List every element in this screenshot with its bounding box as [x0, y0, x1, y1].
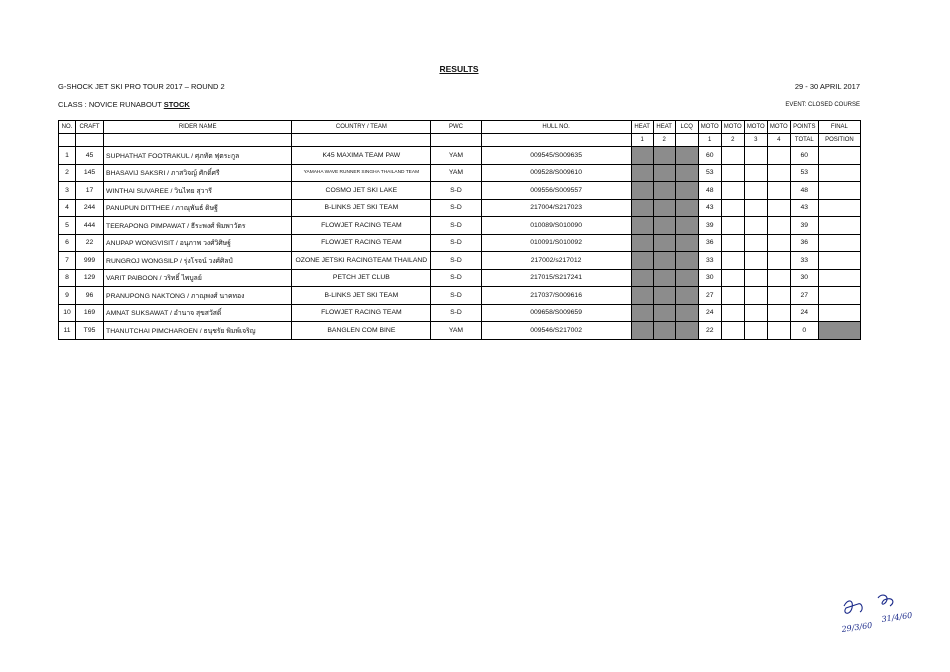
cell-moto-4	[767, 164, 790, 182]
sub-craft	[76, 134, 104, 147]
sub-moto-1: 1	[698, 134, 721, 147]
cell-pwc: S-D	[431, 234, 481, 252]
results-table	[58, 120, 861, 340]
col-heat-1: HEAT	[631, 121, 653, 134]
event-type: EVENT: CLOSED COURSE	[785, 102, 860, 108]
cell-moto-4	[767, 269, 790, 287]
cell-total: 60	[790, 147, 818, 165]
col-moto-4: MOTO	[767, 121, 790, 134]
cell-lcq	[675, 182, 698, 200]
cell-no: 11	[59, 322, 76, 340]
cell-craft: 999	[76, 252, 104, 270]
col-moto-3: MOTO	[744, 121, 767, 134]
cell-moto-3	[744, 182, 767, 200]
cell-moto-3	[744, 269, 767, 287]
cell-no: 9	[59, 287, 76, 305]
cell-pwc: S-D	[431, 269, 481, 287]
cell-pwc: YAM	[431, 322, 481, 340]
col-country: COUNTRY / TEAM	[292, 121, 431, 134]
table-row	[59, 287, 861, 305]
cell-position	[818, 322, 860, 340]
cell-no: 1	[59, 147, 76, 165]
cell-moto-3	[744, 252, 767, 270]
header-row	[59, 121, 861, 134]
table-row	[59, 164, 861, 182]
cell-hull: 009556/S009557	[481, 182, 631, 200]
cell-no: 4	[59, 199, 76, 217]
cell-heat-2	[653, 252, 675, 270]
cell-total: 24	[790, 304, 818, 322]
cell-rider: SUPHATHAT FOOTRAKUL / ศุภทัต ฟุตระกูล	[104, 147, 292, 165]
cell-team: BANGLEN COM BINE	[292, 322, 431, 340]
cell-position	[818, 287, 860, 305]
cell-hull: 009545/S009635	[481, 147, 631, 165]
cell-team: B-LINKS JET SKI TEAM	[292, 287, 431, 305]
table-row	[59, 269, 861, 287]
cell-moto-2	[721, 287, 744, 305]
cell-craft: 145	[76, 164, 104, 182]
cell-lcq	[675, 304, 698, 322]
col-no: NO.	[59, 121, 76, 134]
signature	[836, 592, 916, 640]
class-label	[58, 100, 190, 109]
cell-moto-1: 33	[698, 252, 721, 270]
col-moto-1: MOTO	[698, 121, 721, 134]
cell-lcq	[675, 269, 698, 287]
cell-moto-4	[767, 234, 790, 252]
cell-lcq	[675, 164, 698, 182]
cell-moto-2	[721, 182, 744, 200]
cell-moto-1: 48	[698, 182, 721, 200]
cell-moto-2	[721, 252, 744, 270]
cell-position	[818, 217, 860, 235]
col-hull: HULL NO.	[481, 121, 631, 134]
cell-position	[818, 269, 860, 287]
cell-heat-1	[631, 304, 653, 322]
sub-no	[59, 134, 76, 147]
signature-date-right: 31/4/60	[881, 610, 913, 624]
cell-total: 53	[790, 164, 818, 182]
cell-total: 33	[790, 252, 818, 270]
cell-craft: 444	[76, 217, 104, 235]
cell-heat-2	[653, 304, 675, 322]
cell-moto-1: 27	[698, 287, 721, 305]
sub-moto-3: 3	[744, 134, 767, 147]
results-body	[59, 147, 861, 340]
sub-heat-2: 2	[653, 134, 675, 147]
cell-position	[818, 182, 860, 200]
cell-heat-1	[631, 234, 653, 252]
table-row	[59, 252, 861, 270]
results-title: RESULTS	[439, 64, 479, 74]
cell-craft: 17	[76, 182, 104, 200]
sub-moto-2: 2	[721, 134, 744, 147]
cell-pwc: S-D	[431, 287, 481, 305]
cell-team: PETCH JET CLUB	[292, 269, 431, 287]
cell-total: 27	[790, 287, 818, 305]
cell-moto-3	[744, 234, 767, 252]
cell-moto-1: 39	[698, 217, 721, 235]
cell-hull: 217004/S217023	[481, 199, 631, 217]
col-moto-2: MOTO	[721, 121, 744, 134]
sub-heat-1: 1	[631, 134, 653, 147]
cell-moto-2	[721, 199, 744, 217]
cell-moto-3	[744, 217, 767, 235]
cell-pwc: YAM	[431, 147, 481, 165]
cell-heat-1	[631, 322, 653, 340]
col-pwc: PWC	[431, 121, 481, 134]
cell-team: FLOWJET RACING TEAM	[292, 304, 431, 322]
cell-heat-2	[653, 217, 675, 235]
table-row	[59, 199, 861, 217]
cell-pwc: S-D	[431, 252, 481, 270]
cell-moto-2	[721, 164, 744, 182]
cell-team: FLOWJET RACING TEAM	[292, 234, 431, 252]
class-name: STOCK	[163, 100, 190, 109]
cell-moto-4	[767, 287, 790, 305]
cell-no: 7	[59, 252, 76, 270]
cell-lcq	[675, 217, 698, 235]
cell-position	[818, 252, 860, 270]
signature-date-left: 29/3/60	[841, 620, 873, 634]
cell-rider: ANUPAP WONGVISIT / อนุภาพ วงศ์วิศิษฐ์	[104, 234, 292, 252]
cell-craft: T95	[76, 322, 104, 340]
cell-pwc: S-D	[431, 217, 481, 235]
col-points: POINTS	[790, 121, 818, 134]
cell-craft: 45	[76, 147, 104, 165]
event-name: G-SHOCK JET SKI PRO TOUR 2017 – ROUND 2	[58, 82, 225, 91]
sub-total: TOTAL	[790, 134, 818, 147]
cell-pwc: S-D	[431, 182, 481, 200]
cell-lcq	[675, 287, 698, 305]
cell-moto-2	[721, 322, 744, 340]
cell-moto-4	[767, 322, 790, 340]
cell-craft: 96	[76, 287, 104, 305]
cell-moto-1: 60	[698, 147, 721, 165]
cell-moto-3	[744, 164, 767, 182]
cell-moto-4	[767, 199, 790, 217]
cell-position	[818, 147, 860, 165]
cell-lcq	[675, 322, 698, 340]
sub-country	[292, 134, 431, 147]
cell-moto-2	[721, 217, 744, 235]
cell-no: 3	[59, 182, 76, 200]
cell-heat-1	[631, 182, 653, 200]
sub-position: POSITION	[818, 134, 860, 147]
cell-position	[818, 304, 860, 322]
cell-heat-2	[653, 199, 675, 217]
cell-hull: 010089/S010090	[481, 217, 631, 235]
cell-heat-1	[631, 217, 653, 235]
cell-hull: 217002/s217012	[481, 252, 631, 270]
cell-moto-3	[744, 199, 767, 217]
cell-moto-1: 53	[698, 164, 721, 182]
table-row	[59, 304, 861, 322]
sub-lcq	[675, 134, 698, 147]
cell-heat-2	[653, 287, 675, 305]
table-row	[59, 182, 861, 200]
cell-lcq	[675, 147, 698, 165]
cell-no: 8	[59, 269, 76, 287]
sub-rider	[104, 134, 292, 147]
cell-lcq	[675, 234, 698, 252]
cell-total: 43	[790, 199, 818, 217]
sub-pwc	[431, 134, 481, 147]
cell-moto-1: 30	[698, 269, 721, 287]
cell-rider: TEERAPONG PIMPAWAT / ธีระพงศ์ พิมพาวัตร	[104, 217, 292, 235]
col-heat-2: HEAT	[653, 121, 675, 134]
cell-rider: PANUPUN DITTHEE / ภาณุพันธ์ ดิษฐี	[104, 199, 292, 217]
cell-rider: WINTHAI SUVAREE / วินไทย สุวารี	[104, 182, 292, 200]
cell-hull: 010091/S010092	[481, 234, 631, 252]
cell-hull: 009528/S009610	[481, 164, 631, 182]
cell-total: 39	[790, 217, 818, 235]
cell-moto-2	[721, 234, 744, 252]
cell-total: 30	[790, 269, 818, 287]
cell-moto-4	[767, 252, 790, 270]
table-row	[59, 217, 861, 235]
cell-position	[818, 199, 860, 217]
cell-heat-1	[631, 164, 653, 182]
cell-moto-2	[721, 304, 744, 322]
cell-rider: BHASAVIJ SAKSRI / ภาสวิจญ์ ศักดิ์ศรี	[104, 164, 292, 182]
cell-total: 48	[790, 182, 818, 200]
cell-heat-2	[653, 164, 675, 182]
cell-hull: 009546/S217002	[481, 322, 631, 340]
cell-team: COSMO JET SKI LAKE	[292, 182, 431, 200]
cell-moto-1: 36	[698, 234, 721, 252]
cell-heat-1	[631, 287, 653, 305]
sub-hull	[481, 134, 631, 147]
cell-position	[818, 164, 860, 182]
cell-rider: PRANUPONG NAKTONG / ภาณุพงศ์ นาคทอง	[104, 287, 292, 305]
cell-team: OZONE JETSKI RACINGTEAM THAILAND	[292, 252, 431, 270]
cell-lcq	[675, 199, 698, 217]
col-craft: CRAFT	[76, 121, 104, 134]
cell-moto-3	[744, 147, 767, 165]
cell-moto-3	[744, 287, 767, 305]
cell-moto-3	[744, 322, 767, 340]
col-rider: RIDER NAME	[104, 121, 292, 134]
cell-moto-4	[767, 304, 790, 322]
cell-heat-1	[631, 269, 653, 287]
subheader-row	[59, 134, 861, 147]
cell-team: B-LINKS JET SKI TEAM	[292, 199, 431, 217]
cell-hull: 217037/S009616	[481, 287, 631, 305]
table-row	[59, 147, 861, 165]
cell-rider: VARIT PAIBOON / วริทธิ์ ไพบูลย์	[104, 269, 292, 287]
cell-craft: 129	[76, 269, 104, 287]
cell-moto-1: 22	[698, 322, 721, 340]
cell-hull: 217015/S217241	[481, 269, 631, 287]
cell-heat-2	[653, 322, 675, 340]
cell-no: 5	[59, 217, 76, 235]
col-final: FINAL	[818, 121, 860, 134]
cell-rider: AMNAT SUKSAWAT / อำนาจ สุขสวัสดิ์	[104, 304, 292, 322]
cell-team: K45 MAXIMA TEAM PAW	[292, 147, 431, 165]
cell-pwc: S-D	[431, 304, 481, 322]
cell-team: FLOWJET RACING TEAM	[292, 217, 431, 235]
cell-no: 2	[59, 164, 76, 182]
cell-position	[818, 234, 860, 252]
cell-hull: 009658/S009659	[481, 304, 631, 322]
cell-heat-1	[631, 199, 653, 217]
cell-heat-1	[631, 252, 653, 270]
cell-moto-1: 24	[698, 304, 721, 322]
cell-rider: THANUTCHAI PIMCHAROEN / ธนุชรัย พิมพ์เจริญ	[104, 322, 292, 340]
cell-craft: 244	[76, 199, 104, 217]
cell-pwc: S-D	[431, 199, 481, 217]
cell-heat-2	[653, 182, 675, 200]
cell-rider: RUNGROJ WONGSILP / รุ่งโรจน์ วงศ์ศิลป์	[104, 252, 292, 270]
cell-heat-2	[653, 269, 675, 287]
cell-moto-3	[744, 304, 767, 322]
col-lcq: LCQ	[675, 121, 698, 134]
cell-heat-2	[653, 234, 675, 252]
cell-no: 6	[59, 234, 76, 252]
cell-heat-2	[653, 147, 675, 165]
cell-lcq	[675, 252, 698, 270]
cell-heat-1	[631, 147, 653, 165]
cell-team: YAMAHA WAVE RUNNER SINGHA THAILAND TEAM	[292, 164, 431, 182]
cell-no: 10	[59, 304, 76, 322]
sub-moto-4: 4	[767, 134, 790, 147]
table-row	[59, 322, 861, 340]
signature-stroke-2	[878, 595, 893, 606]
cell-pwc: YAM	[431, 164, 481, 182]
cell-moto-2	[721, 269, 744, 287]
table-row	[59, 234, 861, 252]
class-prefix: CLASS : NOVICE RUNABOUT	[58, 100, 164, 109]
event-date: 29 - 30 APRIL 2017	[794, 82, 860, 91]
cell-moto-2	[721, 147, 744, 165]
cell-total: 0	[790, 322, 818, 340]
cell-total: 36	[790, 234, 818, 252]
cell-craft: 169	[76, 304, 104, 322]
cell-moto-4	[767, 217, 790, 235]
cell-moto-1: 43	[698, 199, 721, 217]
cell-moto-4	[767, 147, 790, 165]
cell-craft: 22	[76, 234, 104, 252]
cell-moto-4	[767, 182, 790, 200]
